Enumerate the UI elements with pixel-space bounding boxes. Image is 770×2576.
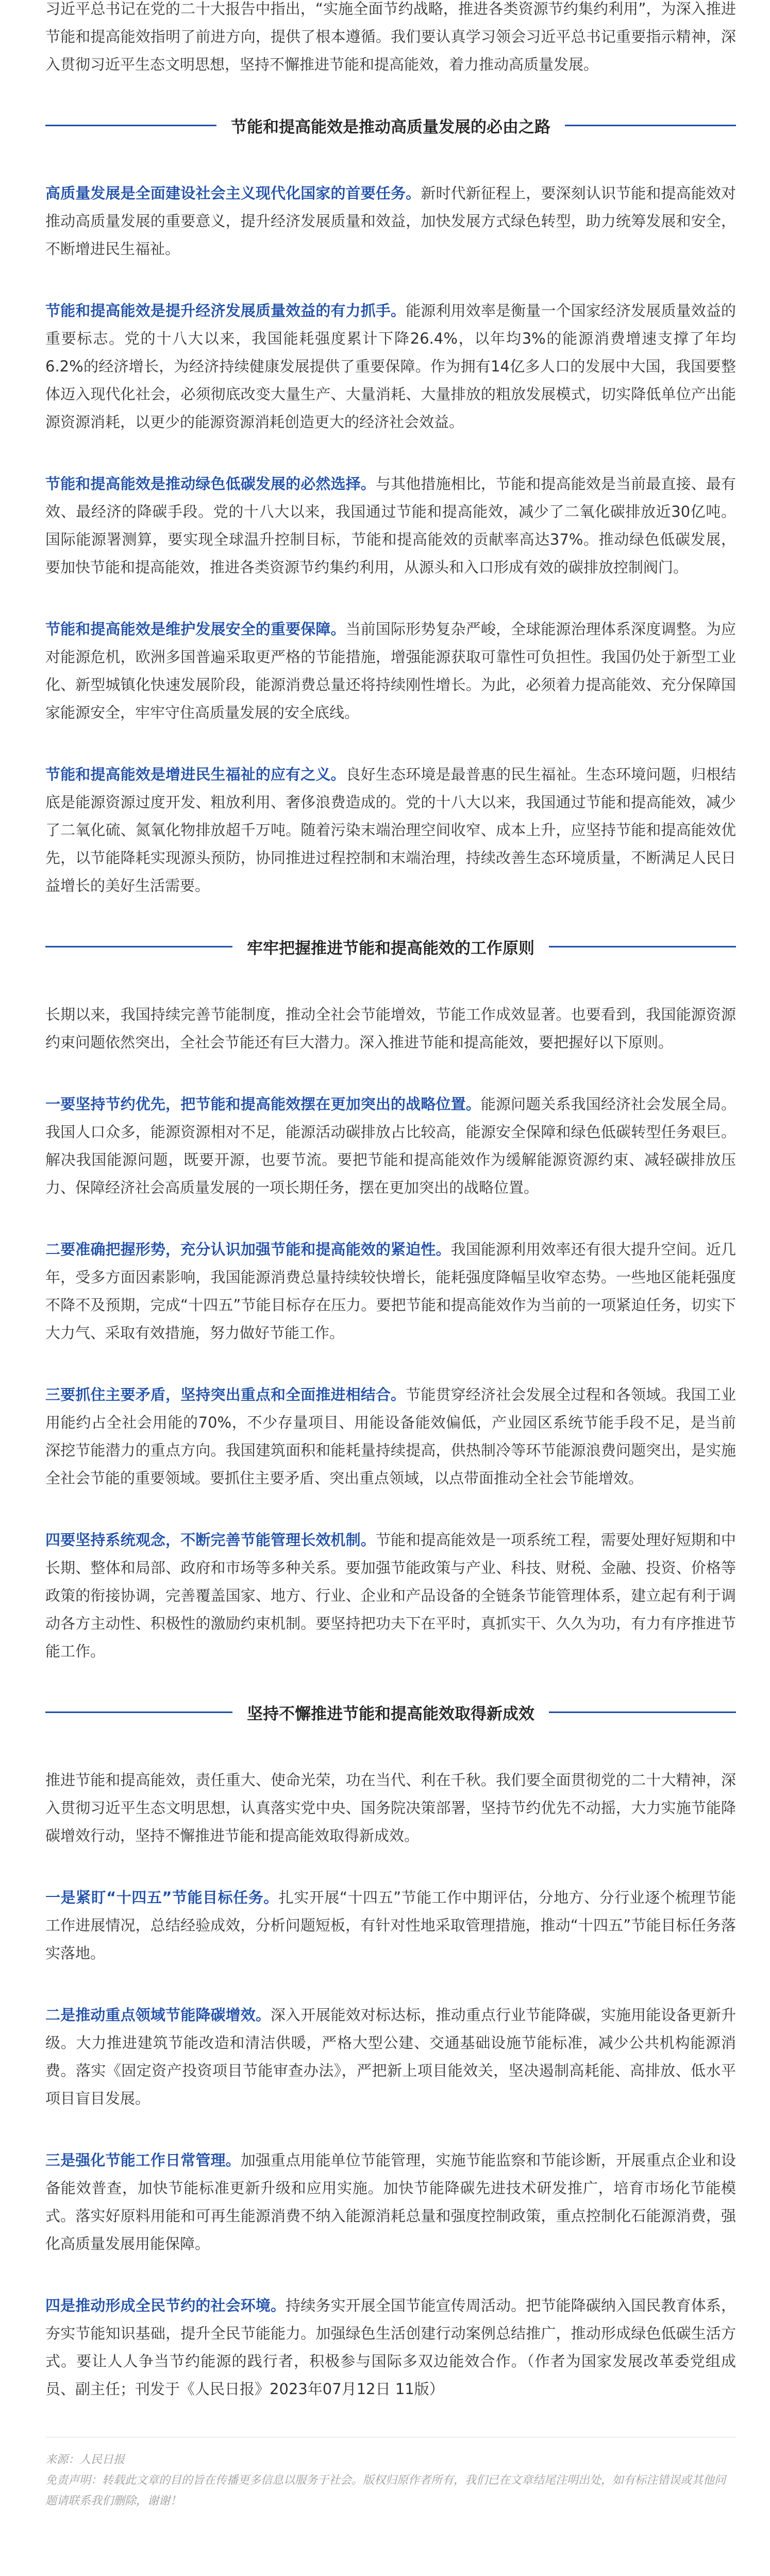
- section-intro: 推进节能和提高能效，责任重大、使命光荣，功在当代、利在千秋。我们要全面贯彻党的二十大精神，深入贯彻习近平生态文明思想，认真落实党中央、国务院决策部署，坚持节约优先不动摇，大力实施节能降碳增效行动，坚持不懈推进节能和提高能效取得新成效。: [45, 1771, 736, 1844]
- paragraph-lead: 一是紧盯“十四五”节能目标任务。: [45, 1889, 279, 1906]
- section-3: [45, 1699, 736, 2403]
- paragraph-lead: 二是推动重点领域节能降碳增效。: [45, 2006, 271, 2024]
- paragraph-lead: 四是推动形成全民节约的社会环境。: [45, 2297, 286, 2314]
- divider-line: [45, 946, 232, 947]
- divider-line: [549, 946, 736, 947]
- paragraph-text: 能源问题关系我国经济社会发展全局。我国人口众多，能源资源相对不足，能源活动碳排放占比较高，能源安全保障和绿色低碳转型任务艰巨。解决我国能源问题，既要开源，也要节流。要把节能和提高能效作为缓解能源资源约束、减轻碳排放压力、保障经济社会高质量发展的一项长期任务，摆在更加突出的战略位置。: [45, 1095, 736, 1196]
- paragraph: [45, 179, 736, 263]
- paragraph-lead: 二要准确把握形势，充分认识加强节能和提高能效的紧迫性。: [45, 1241, 451, 1258]
- paragraph: [45, 1235, 736, 1347]
- section-1: [45, 112, 736, 900]
- paragraph-text: 我国能源利用效率还有很大提升空间。近几年，受多方面因素影响，我国能源消费总量持续较快增长，能耗强度降幅呈收窄态势。一些地区能耗强度不降不及预期，完成“十四五”节能目标存在压力。要把节能和提高能效作为当前的一项紧迫任务，切实下大力气、采取有效措施，努力做好节能工作。: [45, 1241, 736, 1342]
- paragraph-text: 节能和提高能效是一项系统工程，需要处理好短期和中长期、整体和局部、政府和市场等多种关系。要加强节能政策与产业、科技、财税、金融、投资、价格等政策的衔接协调，完善覆盖国家、地方、行业、企业和产品设备的全链条节能管理体系，建立起有利于调动各方主动性、积极性的激励约束机制。要坚持把功夫下在平时，真抓实干、久久为功，有力有序推进节能工作。: [45, 1531, 736, 1660]
- paragraph-text: 新时代新征程上，要深刻认识节能和提高能效对推动高质量发展的重要意义，提升经济发展质量和效益，加快发展方式绿色转型，助力统筹发展和安全，不断增进民生福祉。: [45, 184, 736, 258]
- paragraph: [45, 1090, 736, 1201]
- divider-line: [45, 1711, 232, 1713]
- paragraph: [45, 2146, 736, 2258]
- paragraph-text: 持续务实开展全国节能宣传周活动。把节能降碳纳入国民教育体系，夯实节能知识基础，提升全民节能能力。加强绿色生活创建行动案例总结推广，推动形成绿色低碳生活方式。要让人人争当节约能源的践行者，积极参与国际多双边能效合作。（作者为国家发展改革委党组成员、副主任；刊发于《人民日报》2023年07月12日 11版）: [45, 2297, 736, 2398]
- paragraph-lead: 四要坚持系统观念，不断完善节能管理长效机制。: [45, 1531, 376, 1549]
- paragraph: [45, 1526, 736, 1665]
- paragraph-lead: 节能和提高能效是维护发展安全的重要保障。: [45, 620, 346, 638]
- section-intro: 长期以来，我国持续完善节能制度，推动全社会节能增效，节能工作成效显著。也要看到，我国能源资源约束问题依然突出，全社会节能还有巨大潜力。深入推进节能和提高能效，要把握好以下原则。: [45, 1006, 736, 1051]
- disclaimer: 免责声明：转载此文章的目的旨在传播更多信息以服务于社会。版权归原作者所有，我们已在文章结尾注明出处，如有标注错误或其他问题请联系我们删除，谢谢！: [45, 2474, 726, 2507]
- paragraph-lead: 节能和提高能效是提升经济发展质量效益的有力抓手。: [45, 302, 406, 319]
- paragraph-text: 与其他措施相比，节能和提高能效是当前最直接、最有效、最经济的降碳手段。党的十八大以来，我国通过节能和提高能效，减少了二氧化碳排放近30亿吨。国际能源署测算，要实现全球温升控制目标，节能和提高能效的贡献率高达37%。推动绿色低碳发展，要加快节能和提高能效，推进各类资源节约集约利用，从源头和入口形成有效的碳排放控制阀门。: [45, 475, 736, 576]
- section-title: 牢牢把握推进节能和提高能效的工作原则: [247, 939, 534, 958]
- paragraph-lead: 节能和提高能效是增进民生福祉的应有之义。: [45, 766, 346, 783]
- intro-paragraph: 习近平总书记在党的二十大报告中指出，“实施全面节约战略，推进各类资源节约集约利用”，为深入推进节能和提高能效指明了前进方向，提供了根本遵循。我们要认真学习领会习近平总书记重要指示精神，深入贯彻习近平生态文明思想，坚持不懈推进节能和提高能效，着力推动高质量发展。: [45, 0, 736, 73]
- paragraph-lead: 一要坚持节约优先，把节能和提高能效摆在更加突出的战略位置。: [45, 1095, 481, 1113]
- article-footer: [45, 2450, 736, 2512]
- paragraph-text: 深入开展能效对标达标，推动重点行业节能降碳，实施用能设备更新升级。大力推进建筑节能改造和清洁供暖，严格大型公建、交通基础设施节能标准，减少公共机构能源消费。落实《固定资产投资项目节能审查办法》，严把新上项目能效关，坚决遏制高耗能、高排放、低水平项目盲目发展。: [45, 2006, 736, 2107]
- paragraph-text: 扎实开展“十四五”节能工作中期评估，分地方、分行业逐个梳理节能工作进展情况，总结经验成效，分析问题短板，有针对性地采取管理措施，推动“十四五”节能目标任务落实落地。: [45, 1889, 736, 1962]
- paragraph: [45, 2292, 736, 2403]
- source-credit: 来源：人民日报: [45, 2453, 125, 2466]
- paragraph-text: 加强重点用能单位节能管理，实施节能监察和节能诊断，开展重点企业和设备能效普查，加快节能标准更新升级和应用实施。加快节能降碳先进技术研发推广，培育市场化节能模式。落实好原料用能和可再生能源消费不纳入能源消耗总量和强度控制政策，重点控制化石能源消费，强化高质量发展用能保障。: [45, 2151, 736, 2252]
- paragraph-lead: 三是强化节能工作日常管理。: [45, 2151, 241, 2169]
- section-heading: [45, 934, 736, 959]
- paragraph: [45, 1381, 736, 1492]
- section-heading: [45, 1699, 736, 1725]
- section-title: 坚持不懈推进节能和提高能效取得新成效: [247, 1704, 534, 1723]
- paragraph: [45, 760, 736, 900]
- section-heading: [45, 112, 736, 138]
- paragraph-text: 当前国际形势复杂严峻，全球能源治理体系深度调整。为应对能源危机，欧洲多国普遍采取更严格的节能措施，增强能源获取可靠性可负担性。我国仍处于新型工业化、新型城镇化快速发展阶段，能源消费总量还将持续刚性增长。为此，必须着力提高能效、充分保障国家能源安全，牢牢守住高质量发展的安全底线。: [45, 620, 736, 721]
- paragraph: [45, 470, 736, 581]
- section-2: [45, 934, 736, 1665]
- divider-line: [549, 1711, 736, 1713]
- paragraph: [45, 615, 736, 726]
- paragraph-lead: 节能和提高能效是推动绿色低碳发展的必然选择。: [45, 475, 376, 493]
- paragraph: [45, 2001, 736, 2112]
- paragraph-text: 能源利用效率是衡量一个国家经济发展质量效益的重要标志。党的十八大以来，我国能耗强度累计下降26.4%，以年均3%的能源消费增速支撑了年均6.2%的经济增长，为经济持续健康发展提供了重要保障。作为拥有14亿多人口的发展中大国，我国要整体迈入现代化社会，必须彻底改变大量生产、大量消耗、大量排放的粗放发展模式，切实降低单位产出能源资源消耗，以更少的能源资源消耗创造更大的经济社会效益。: [45, 302, 736, 431]
- paragraph-text: 节能贯穿经济社会发展全过程和各领域。我国工业用能约占全社会用能的70%，不少存量项目、用能设备能效偏低，产业园区系统节能手段不足，是当前深挖节能潜力的重点方向。我国建筑面积和能耗量持续提高，供热制冷等环节能源浪费问题突出，是实施全社会节能的重要领域。要抓住主要矛盾、突出重点领域，以点带面推动全社会节能增效。: [45, 1386, 736, 1487]
- paragraph-lead: 三要抓住主要矛盾，坚持突出重点和全面推进相结合。: [45, 1386, 406, 1403]
- divider-line: [565, 125, 736, 126]
- paragraph: [45, 297, 736, 436]
- paragraph: [45, 1884, 736, 1967]
- divider-line: [45, 125, 216, 126]
- paragraph-text: 良好生态环境是最普惠的民生福祉。生态环境问题，归根结底是能源资源过度开发、粗放利用、奢侈浪费造成的。党的十八大以来，我国通过节能和提高能效，减少了二氧化硫、氮氧化物排放超千万吨。随着污染末端治理空间收窄、成本上升，应坚持节能和提高能效优先，以节能降耗实现源头预防，协同推进过程控制和末端治理，持续改善生态环境质量，不断满足人民日益增长的美好生活需要。: [45, 766, 736, 894]
- paragraph-lead: 高质量发展是全面建设社会主义现代化国家的首要任务。: [45, 184, 421, 202]
- section-title: 节能和提高能效是推动高质量发展的必由之路: [231, 117, 550, 137]
